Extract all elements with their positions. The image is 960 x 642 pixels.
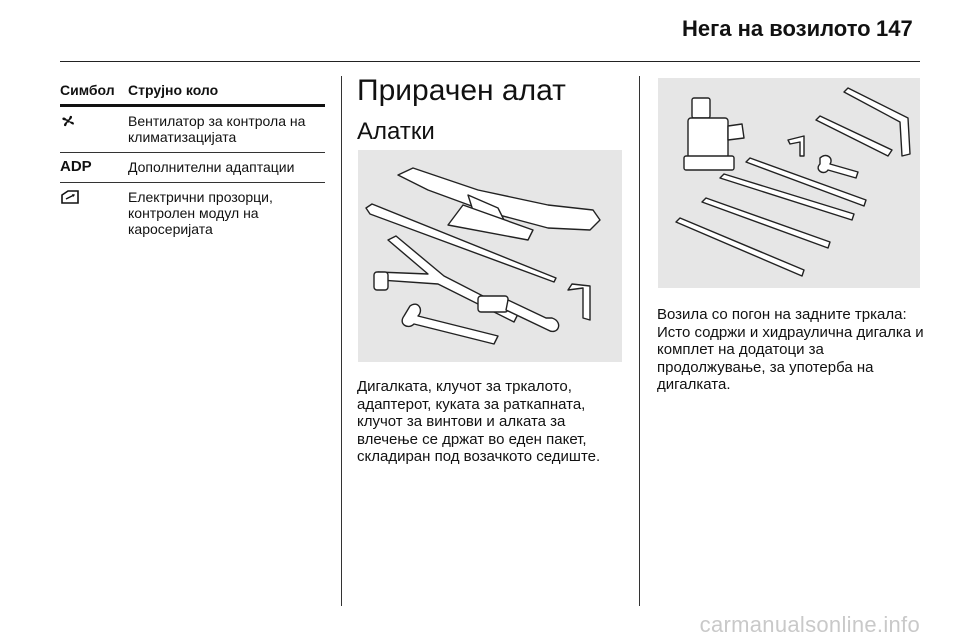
table-row	[60, 153, 325, 183]
header-rule	[60, 61, 920, 62]
table-row	[60, 107, 325, 153]
row-description: Вентилатор за контрола на климатизацијата	[128, 113, 306, 145]
table-row	[60, 183, 325, 244]
fan-icon	[60, 113, 76, 129]
header-circuit: Струјно коло	[128, 82, 219, 98]
section-title: Прирачен алат	[357, 74, 566, 107]
hydraulic-jack-kit-illustration	[658, 78, 920, 288]
symbol-table-header	[60, 82, 325, 107]
power-window-icon	[60, 189, 80, 205]
row-description: Електрични прозорци, контролен модул на каросеријата	[128, 189, 273, 237]
header-symbol: Симбол	[60, 82, 115, 98]
tools-illustration	[358, 150, 622, 362]
tools-caption: Дигалката, клучот за тркалото, адаптерот, куката за раткапната, клучот за винтови и алката за влечење се држат во еден пакет, складиран под возачкото седиште.	[357, 378, 601, 465]
rear-wheel-caption: Возила со погон на задните тркала: Исто содржи и хидраулична дигалка и комплет на додатоци за продолжување, за употерба на дигалката.	[657, 306, 924, 393]
page-number: 147	[876, 16, 913, 41]
column-divider-left	[341, 76, 342, 606]
page-header-title: Нега на возилото	[682, 16, 871, 41]
watermark: carmanualsonline.info	[699, 612, 920, 637]
row-description: Дополнителни адаптации	[128, 159, 295, 175]
column-divider-right	[639, 76, 640, 606]
subsection-title: Алатки	[357, 118, 435, 145]
symbol-table	[60, 82, 325, 244]
row-symbol-text: ADP	[60, 158, 92, 175]
